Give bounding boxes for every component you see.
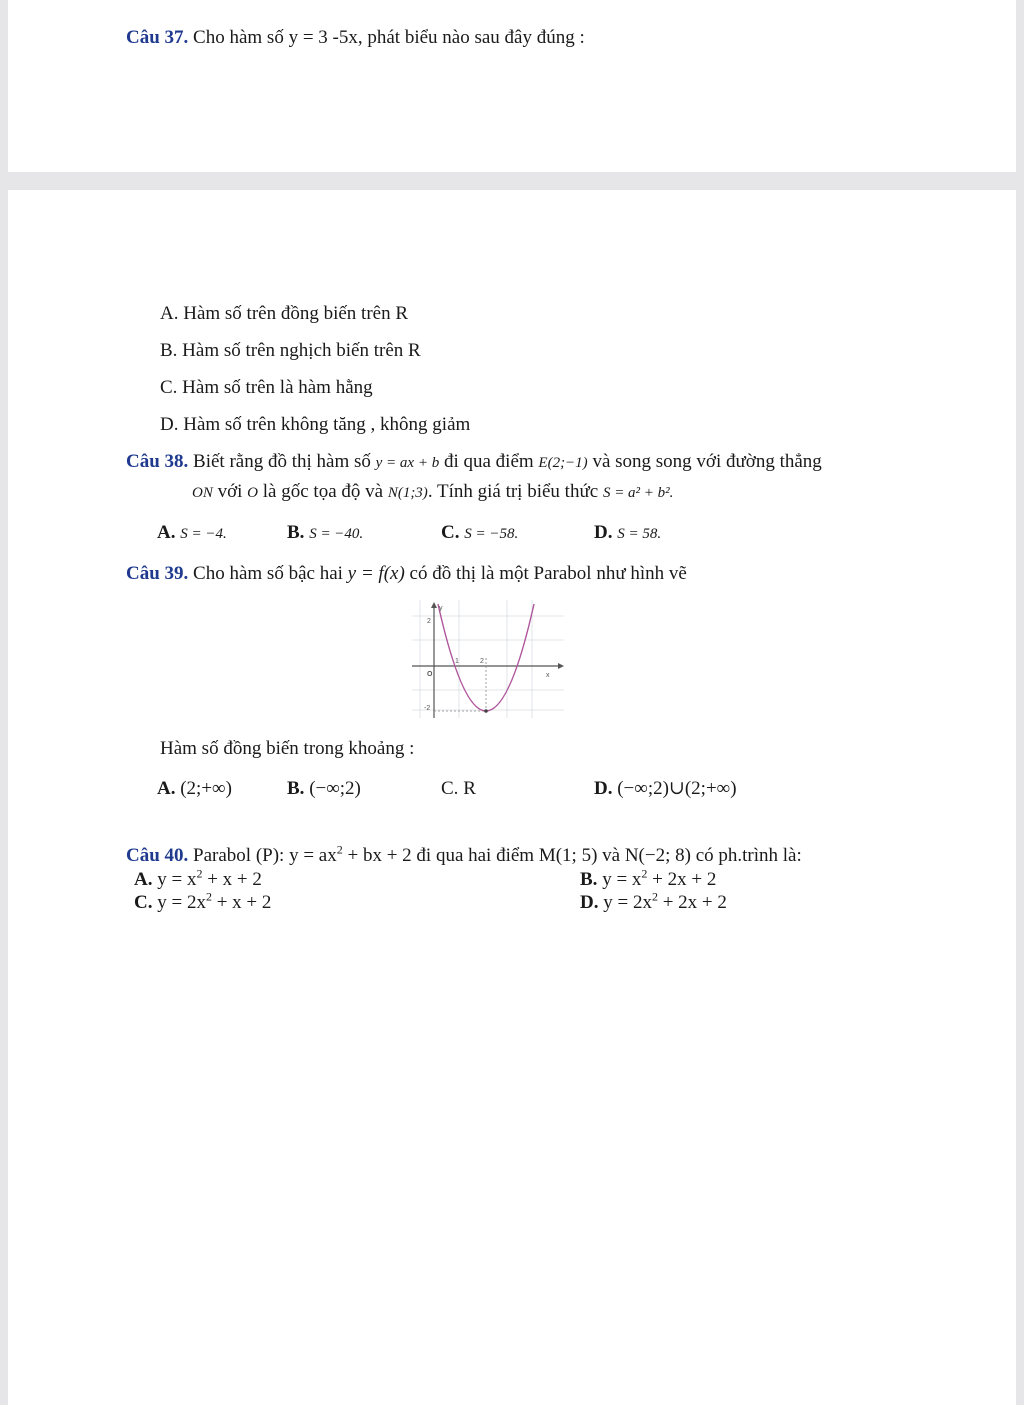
q40-option-b: B. $y = x^2 + 2x + 2$ xyxy=(580,866,717,890)
page-1 xyxy=(8,0,1016,172)
q39-option-a: A. (2;+∞) xyxy=(157,778,232,799)
question-40-label: Câu 40. xyxy=(126,845,189,866)
q38-text-e: là gốc tọa độ và xyxy=(262,481,384,502)
y-axis-arrow-icon xyxy=(431,602,437,608)
q37-option-b: B. Hàm số trên nghịch biến trên R xyxy=(160,340,421,361)
q38-option-b: B. S = −40. xyxy=(287,522,364,543)
q38-option-d: D. S = 58. xyxy=(594,522,662,543)
q38-text-f: . Tính giá trị biểu thức xyxy=(427,481,599,502)
graph-grid xyxy=(412,600,564,718)
question-38-line-2 xyxy=(192,481,673,504)
q38-expression: S = a² + b². xyxy=(602,485,674,501)
q38-origin: O xyxy=(247,485,259,501)
q39-text-b: có đồ thị là một Parabol như hình vẽ xyxy=(409,563,687,584)
q39-option-c: C. R xyxy=(441,778,476,799)
tick-y-top: 2 xyxy=(427,618,431,625)
q37-option-a: A. Hàm số trên đồng biến trên R xyxy=(160,303,409,324)
parabol-graph xyxy=(412,600,564,718)
question-37 xyxy=(126,27,585,49)
question-37-text: Cho hàm số y = 3 -5x, phát biểu nào sau đây đúng : xyxy=(193,27,585,48)
q40-text-b: + bx + 2 đi qua hai điểm M(1; 5) và N(−2; 8) có ph.trình là: xyxy=(342,845,802,866)
tick-x-2: 2 xyxy=(480,658,484,665)
question-37-label: Câu 37. xyxy=(126,27,189,48)
q38-function: y = ax + b xyxy=(375,455,440,471)
q38-line-on: ON xyxy=(192,485,213,501)
q40-option-c: C. $y = 2x^2 + x + 2$ xyxy=(134,889,272,913)
x-axis-label: x xyxy=(546,672,550,679)
q40-option-d: D. $y = 2x^2 + 2x + 2$ xyxy=(580,889,727,913)
q38-text-d: với xyxy=(217,481,243,502)
q40-text-a: Parabol (P): y = ax xyxy=(193,845,337,866)
q40-option-a: A. $y = x^2 + x + 2$ xyxy=(134,866,262,890)
tick-y-bottom: -2 xyxy=(424,705,431,712)
vertex-point xyxy=(484,709,488,713)
question-39-label: Câu 39. xyxy=(126,563,189,584)
q38-text-b: đi qua điểm xyxy=(443,451,534,472)
tick-x-1: 1 xyxy=(455,658,459,665)
q39-text-a: Cho hàm số bậc hai xyxy=(193,563,343,584)
question-39 xyxy=(126,563,687,585)
q37-option-c: C. Hàm số trên là hàm hằng xyxy=(160,377,373,398)
origin-label: O xyxy=(427,671,433,678)
q38-text-a: Biết rằng đồ thị hàm số xyxy=(193,451,371,472)
q38-option-a: A. S = −4. xyxy=(157,522,227,543)
question-38-line-1 xyxy=(126,451,822,474)
q39-option-d: D. (−∞;2)∪(2;+∞) xyxy=(594,778,737,799)
question-38-label: Câu 38. xyxy=(126,451,189,472)
q38-point-n: N(1;3) xyxy=(387,485,428,501)
q39-function: y = f(x) xyxy=(347,563,405,584)
x-axis-arrow-icon xyxy=(558,663,564,669)
y-axis-label: y xyxy=(439,605,443,612)
q38-text-c: và song song với đường thẳng xyxy=(592,451,822,472)
q39-question: Hàm số đồng biến trong khoảng : xyxy=(160,738,415,759)
q39-option-b: B. (−∞;2) xyxy=(287,778,361,799)
question-40: Câu 40. Parabol (P): $y = ax^2$ + bx + 2 đi qua hai điểm M(1; 5) và N(−2; 8) có ph.trình là: xyxy=(126,842,802,866)
q38-point-e: E(2;−1) xyxy=(538,455,588,471)
q37-option-d: D. Hàm số trên không tăng , không giảm xyxy=(160,414,471,435)
q38-option-c: C. S = −58. xyxy=(441,522,519,543)
